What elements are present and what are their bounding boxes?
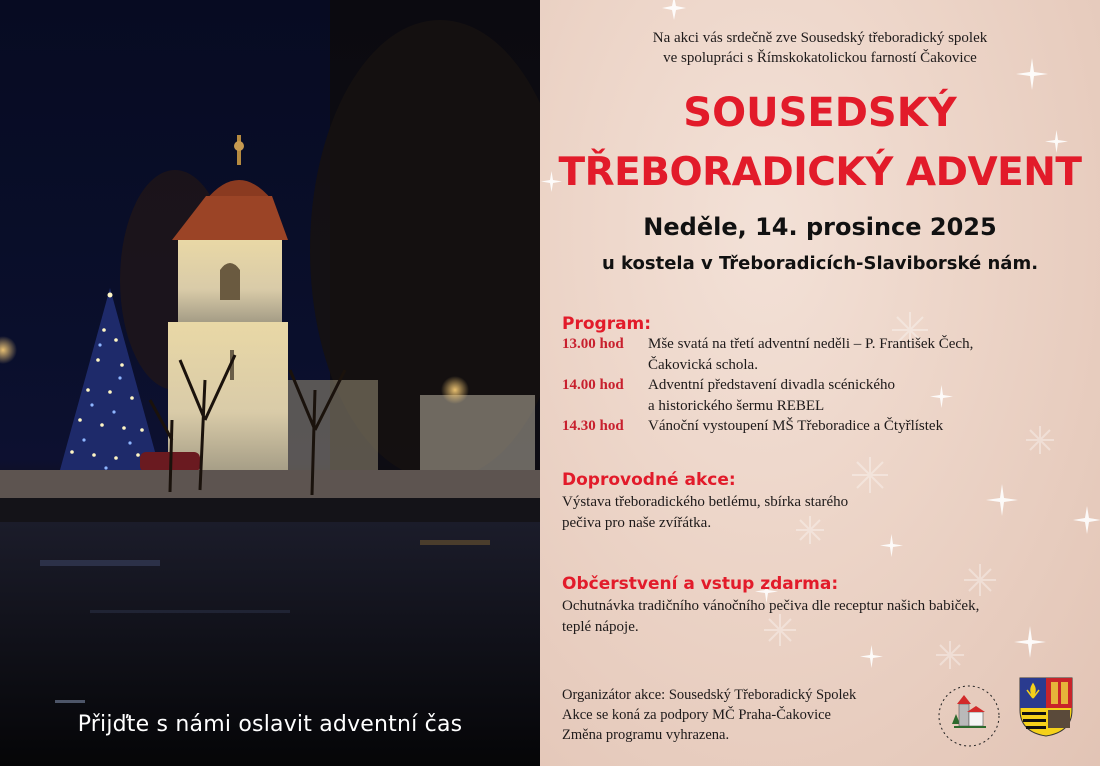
- event-title-line-2: TŘEBORADICKÝ ADVENT: [558, 150, 1082, 195]
- info-panel: [540, 0, 1100, 766]
- accompanying-text: [562, 492, 1032, 534]
- program-desc: a historického šermu REBEL: [648, 397, 825, 414]
- program-item: [562, 375, 1028, 396]
- church-night-photo: [0, 0, 540, 766]
- accompanying-line-2: pečiva pro naše zvířátka.: [562, 515, 712, 531]
- program-desc: Čakovická schola.: [648, 356, 758, 373]
- organizer-info: [562, 685, 856, 745]
- program-time: 14.00 hod: [562, 377, 624, 393]
- spolek-logo-icon: [936, 674, 1002, 754]
- event-date: Neděle, 14. prosince 2025: [643, 213, 997, 241]
- refreshments-line-2: teplé nápoje.: [562, 619, 639, 635]
- program-item-cont: [562, 355, 1028, 376]
- refreshments-line-1: Ochutnávka tradičního vánočního pečiva dle receptur našich babiček,: [562, 598, 980, 614]
- accompanying-line-1: Výstava třeboradického betlému, sbírka starého: [562, 494, 849, 510]
- invite-line-2: ve spolupráci s Římskokatolickou farností Čakovice: [663, 50, 977, 66]
- event-title-line-1: SOUSEDSKÝ: [683, 90, 957, 136]
- invitation-text: [540, 28, 1100, 68]
- coat-of-arms-icon: [1018, 676, 1074, 738]
- accompanying-heading: Doprovodné akce:: [562, 470, 736, 490]
- program-heading: Program:: [562, 314, 652, 334]
- program-desc: Vánoční vystoupení MŠ Třeboradice a Čtyřlístek: [648, 418, 944, 434]
- church-scene-illustration: [0, 0, 540, 766]
- program-desc: Mše svatá na třetí adventní neděli – P. František Čech,: [648, 336, 974, 352]
- program-item-cont: [562, 396, 1028, 417]
- program-desc: Adventní představení divadla scénického: [648, 377, 896, 393]
- change-note: Změna programu vyhrazena.: [562, 727, 730, 743]
- program-item: [562, 334, 1028, 355]
- refreshments-heading: Občerstvení a vstup zdarma:: [562, 574, 839, 594]
- program-time: 13.00 hod: [562, 336, 624, 352]
- program-time: 14.30 hod: [562, 418, 624, 434]
- event-venue: u kostela v Třeboradicích-Slaviborské nám.: [601, 253, 1039, 274]
- support-line: Akce se koná za podpory MČ Praha-Čakovice: [562, 707, 831, 723]
- program-item: [562, 416, 1028, 437]
- invite-line-1: Na akci vás srdečně zve Sousedský třeboradický spolek: [652, 30, 988, 46]
- refreshments-text: [562, 596, 1082, 638]
- photo-caption: Přijďte s námi oslavit adventní čas: [77, 712, 463, 737]
- program-list: [562, 334, 1028, 437]
- organizer-line: Organizátor akce: Sousedský Třeboradický Spolek: [562, 687, 857, 703]
